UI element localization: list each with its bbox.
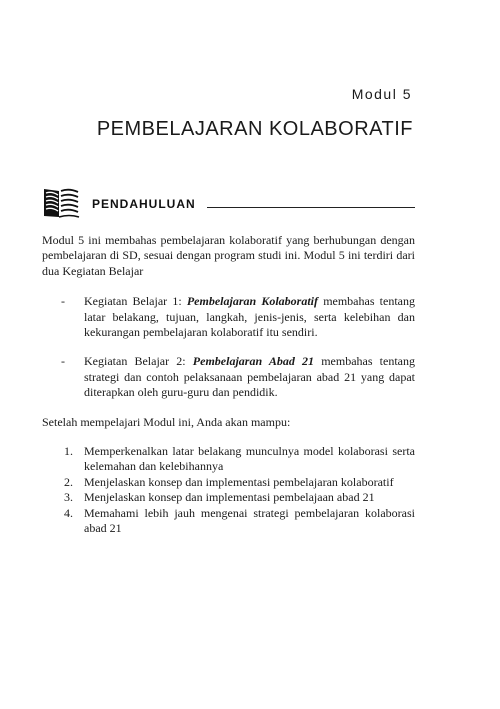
list-number: 3. xyxy=(64,490,73,505)
section-divider xyxy=(207,207,415,208)
list-number: 4. xyxy=(64,505,73,520)
objective-text: Menjelaskan konsep dan implementasi pembelajaan abad 21 xyxy=(84,490,375,505)
module-title: PEMBELAJARAN KOLABORATIF xyxy=(96,118,413,140)
activity-prefix: Kegiatan Belajar 2: xyxy=(84,354,193,369)
list-number: 2. xyxy=(64,474,73,489)
list-marker: - xyxy=(61,294,65,309)
activity-title: Pembelajaran Abad 21 xyxy=(192,354,315,369)
objective-text: Menjelaskan konsep dan implementasi pembelajaran kolaboratif xyxy=(84,474,394,489)
objective-text: Memahami lebih jauh mengenai strategi pembelajaran kolaborasi abad 21 xyxy=(84,505,415,536)
list-item xyxy=(42,506,415,537)
section-title: PENDAHULUAN xyxy=(92,197,196,211)
list-marker: - xyxy=(61,354,65,369)
section-header xyxy=(42,186,415,220)
objective-text: Memperkenalkan latar belakang munculnya model kolaborasi serta kelemahan dan kelebihannya xyxy=(84,444,415,474)
activity-title: Pembelajaran Kolaboratif xyxy=(186,294,319,309)
activity-list xyxy=(42,294,415,400)
activity-description: membahas tentang strategi dan contoh pelaksanaan pembelajaran abad 21 yang dapat diterapkan oleh guru-guru dan pendidik. xyxy=(84,354,416,400)
intro-paragraph: Modul 5 ini membahas pembelajaran kolaboratif yang berhubungan dengan pembelajaran di SD, sesuai dengan program studi ini. Modul 5 ini terdiri dari dua Kegiatan Belajar xyxy=(42,233,415,278)
open-book-icon xyxy=(42,186,80,220)
objectives-intro: Setelah mempelajari Modul ini, Anda akan mampu: xyxy=(42,414,291,429)
activity-description: membahas tentang latar belakang, tujuan, langkah, jenis-jenis, serta kelebihan dan kekurangan pembelajaran kolaboratif itu sendiri. xyxy=(84,294,416,340)
list-item xyxy=(42,294,415,340)
list-item xyxy=(42,444,415,475)
objectives-list xyxy=(42,444,415,536)
list-item xyxy=(42,475,415,490)
list-item xyxy=(42,354,415,400)
list-number: 1. xyxy=(64,444,73,459)
activity-prefix: Kegiatan Belajar 1: xyxy=(84,294,187,309)
module-content xyxy=(42,233,415,537)
list-item xyxy=(42,490,415,505)
module-label: Modul 5 xyxy=(351,86,412,102)
